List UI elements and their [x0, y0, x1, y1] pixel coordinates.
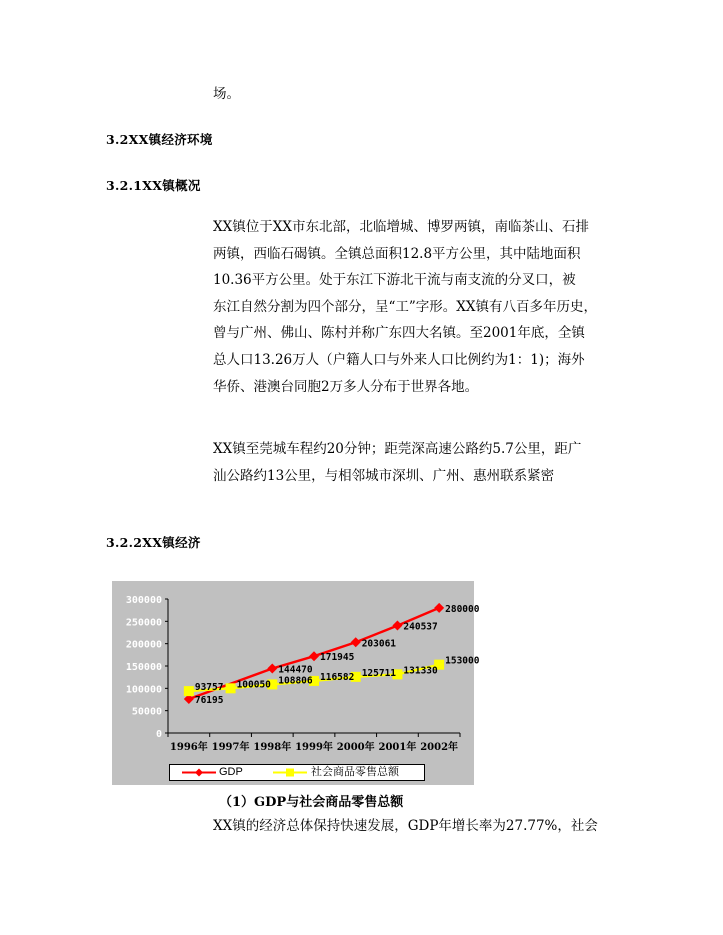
paragraph-line: XX镇至莞城车程约20分钟；距莞深高速公路约5.7公里，距广: [213, 441, 582, 457]
y-tick-label: 100000: [125, 684, 162, 696]
paragraph-line: 10.36平方公里。处于东江下游北干流与南支流的分叉口，被: [213, 272, 576, 289]
y-tick-label: 300000: [125, 595, 162, 606]
gdp-point: [351, 637, 361, 647]
paragraph-line: 两镇，西临石碣镇。全镇总面积12.8平方公里，其中陆地面积: [213, 245, 581, 262]
x-tick-label: 2002年: [420, 742, 459, 753]
paragraph-line: 总人口13.26万人（户籍人口与外来人口比例约为1：1)；海外: [213, 351, 585, 368]
x-tick-label: 2001年: [378, 742, 417, 753]
retail-point: [226, 683, 236, 693]
retail-point: [184, 686, 194, 696]
chart-legend: [169, 764, 425, 781]
legend-gdp-diamond-icon: [195, 769, 203, 777]
paragraph-line: 汕公路约13公里，与相邻城市深圳、广州、惠州联系紧密: [213, 467, 555, 484]
x-tick-label: 1996年: [169, 742, 208, 753]
legend-label-retail: 社会商品零售总额: [311, 766, 399, 778]
subsection-heading-economy: 3.2.2XX镇经济: [106, 535, 201, 550]
gdp-data-label: 171945: [320, 652, 355, 664]
x-tick-label: 1998年: [253, 742, 292, 753]
legend-label-gdp: GDP: [219, 766, 243, 778]
y-tick-label: 0: [155, 729, 162, 740]
transport-paragraph: [213, 436, 613, 489]
paragraph-line: 曾与广州、佛山、陈村并称广东四大名镇。至2001年底，全镇: [213, 325, 585, 342]
y-tick-label: 200000: [125, 639, 162, 651]
chart-caption: （1）GDP与社会商品零售总额: [219, 795, 404, 810]
x-tick-label: 1997年: [211, 742, 250, 753]
y-tick-label: 250000: [125, 617, 162, 629]
retail-data-label: 131330: [403, 665, 438, 677]
page-fragment: 场。: [213, 86, 240, 102]
retail-data-label: 100050: [236, 679, 271, 691]
gdp-data-label: 240537: [403, 621, 438, 633]
paragraph-line: XX镇位于XX市东北部，北临增城、博罗两镇，南临茶山、石排: [213, 219, 589, 235]
body-text-line: XX镇的经济总体保持快速发展，GDP年增长率为27.77%，社会: [213, 818, 598, 834]
gdp-data-label: 76195: [194, 694, 224, 706]
chart-canvas: [112, 581, 480, 785]
retail-data-label: 153000: [445, 655, 480, 667]
retail-data-label: 125711: [361, 667, 397, 679]
legend-retail-square-icon: [286, 769, 294, 777]
x-tick-label: 2000年: [336, 742, 375, 753]
gdp-data-label: 203061: [361, 638, 397, 650]
retail-data-label: 108806: [278, 675, 313, 687]
gdp-point: [434, 603, 444, 613]
gdp-point: [309, 651, 319, 661]
gdp-data-label: 280000: [445, 603, 480, 615]
retail-data-label: 116582: [320, 671, 355, 683]
paragraph-line: 东江自然分割为四个部分，呈“工”字形。XX镇有八百多年历史，: [213, 298, 598, 315]
economy-chart: [112, 581, 480, 785]
retail-data-label: 93757: [194, 682, 224, 694]
paragraph-line: 华侨、港澳台同胞2万多人分布于世界各地。: [213, 378, 479, 395]
y-tick-label: 50000: [131, 706, 162, 718]
x-tick-label: 1999年: [295, 742, 333, 753]
subsection-heading-overview: 3.2.1XX镇概况: [106, 178, 201, 193]
y-tick-label: 150000: [125, 662, 162, 673]
gdp-point: [267, 663, 277, 673]
section-heading: 3.2XX镇经济环境: [106, 132, 213, 147]
gdp-data-label: 144470: [278, 664, 313, 676]
gdp-point: [392, 621, 402, 631]
overview-paragraph: [213, 214, 613, 400]
